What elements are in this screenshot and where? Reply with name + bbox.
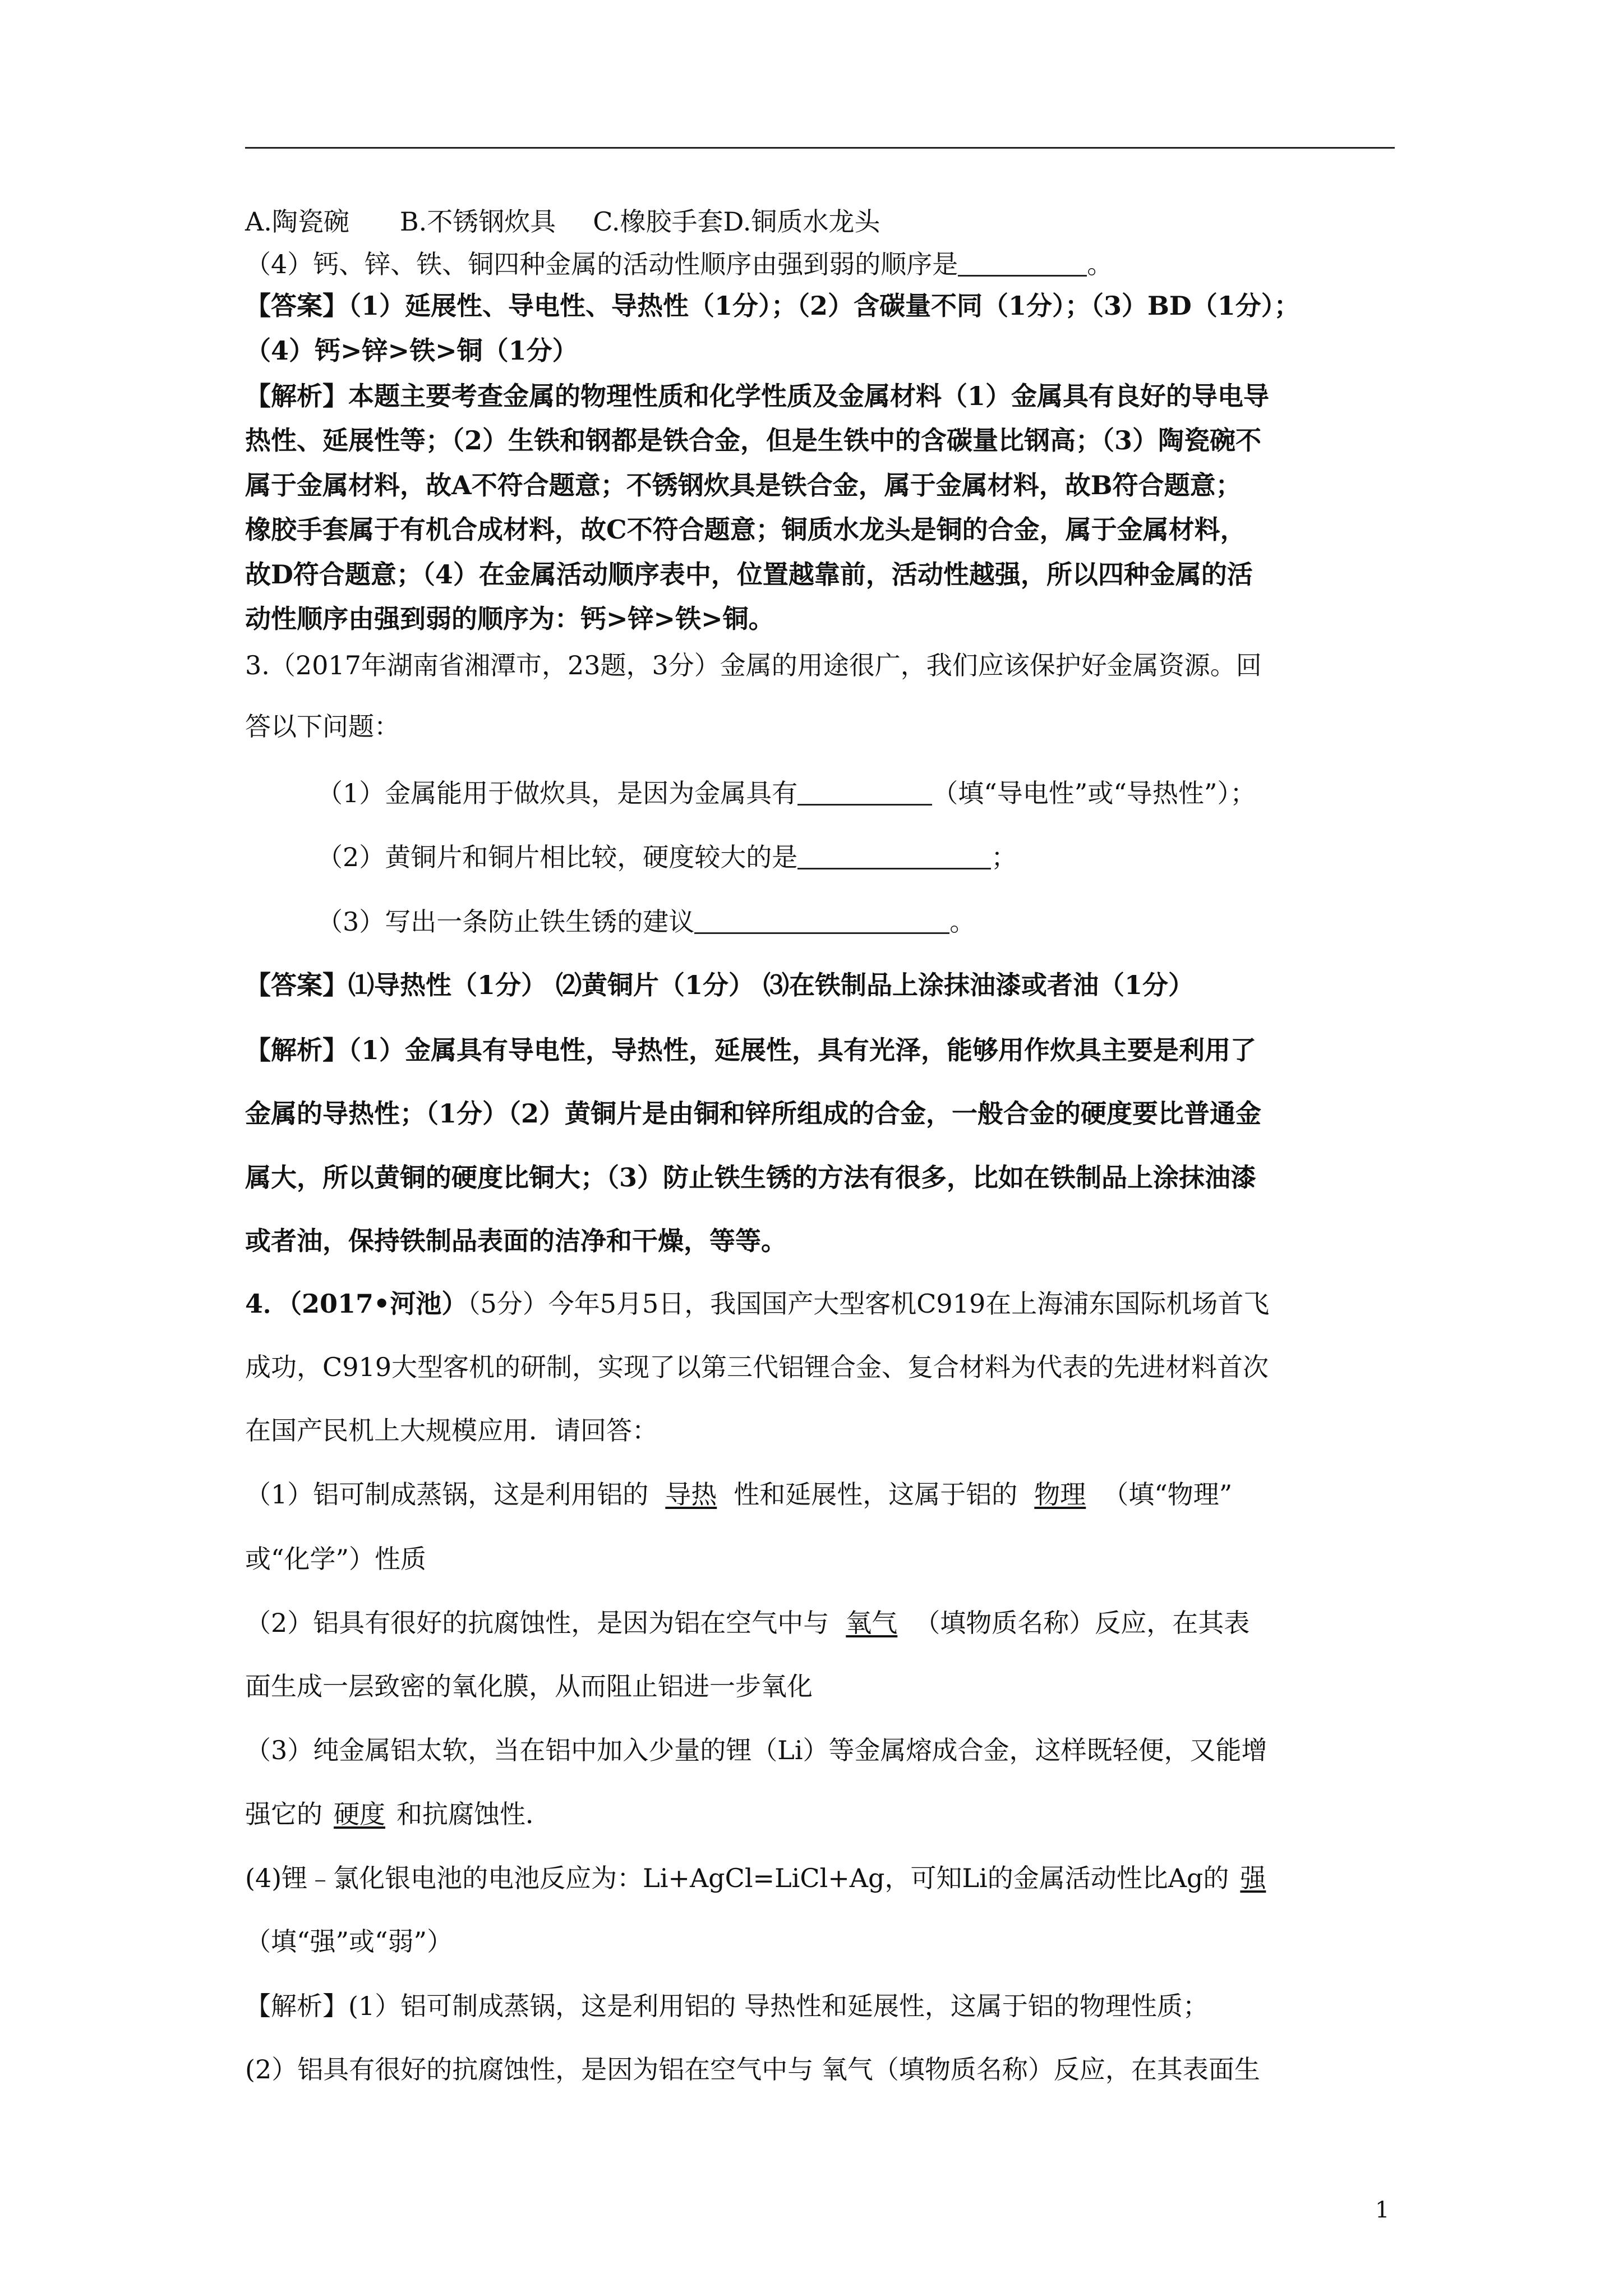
q3-part1 [317,780,1256,806]
q2-part4 [245,251,1113,277]
q3-part1-hint: （填“导电性”或“导热性”）； [932,778,1256,808]
q4-part2-hint: （填物质名称）反应，在其表 [914,1608,1250,1638]
analysis3-line: 或者油，保持铁制品表面的洁净和干燥，等等。 [245,1226,787,1256]
option-c: C.橡胶手套 [593,206,723,237]
answer3: 【答案】⑴导热性（1分） ⑵黄铜片（1分） ⑶在铁制品上涂抹油漆或者油（1分） [245,970,1195,1000]
q4-answer-oxygen: 氧气 [846,1608,898,1638]
q4-stem-line2: 成功，C919大型客机的研制，实现了以第三代铝锂合金、复合材料为代表的先进材料首次 [245,1352,1269,1382]
q4-part2-cont: 面生成一层致密的氧化膜，从而阻止铝进一步氧化 [245,1671,813,1701]
q4-part3-text: 强它的 [245,1799,322,1829]
q4-stem-line3: 在国产民机上大规模应用．请回答： [245,1415,658,1446]
q4-part3-end: 和抗腐蚀性． [396,1799,551,1829]
analysis2-line: 橡胶手套属于有机合成材料，故C不符合题意；铜质水龙头是铜的合金，属于金属材料， [245,514,1246,545]
answer-blank [797,781,932,806]
q4-answer-thermal: 导热 [665,1479,717,1510]
q4-stem-text: （5分）今年5月5日，我国国产大型客机C919在上海浦东国际机场首飞 [467,1289,1270,1319]
q4-stem-line1 [245,1291,1269,1317]
q4-part1-cont: 或“化学”）性质 [245,1544,427,1574]
options-line [245,206,880,237]
q2-part4-text: （4）钙、锌、铁、铜四种金属的活动性顺序由强到弱的顺序是 [245,249,958,279]
q4-answer-physical: 物理 [1034,1479,1086,1510]
option-d: D.铜质水龙头 [723,206,880,237]
q3-stem-line1: 3.（2017年湖南省湘潭市，23题，3分）金属的用途很广，我们应该保护好金属资源。回 [245,650,1262,680]
q3-part2-end: ； [991,842,1017,872]
answer2-line2: （4）钙>锌>铁>铜（1分） [245,335,578,366]
analysis2-line: 故D符合题意；（4）在金属活动顺序表中，位置越靠前，活动性越强，所以四种金属的活 [245,559,1253,590]
q4-part4 [245,1865,1266,1891]
analysis2-line: 热性、延展性等；（2）生铁和钢都是铁合金，但是生铁中的含碳量比钢高；（3）陶瓷碗不 [245,425,1262,455]
q3-part3 [317,909,975,935]
q3-part2 [317,844,1017,870]
q4-part2 [245,1610,1249,1636]
option-b: B.不锈钢炊具 [399,206,556,237]
q4-answer-stronger: 强 [1240,1863,1266,1893]
analysis3-line: 金属的导热性；（1分）（2）黄铜片是由铜和锌所组成的合金，一般合金的硬度要比普通金 [245,1098,1262,1129]
q4-part2-text: （2）铝具有很好的抗腐蚀性，是因为铝在空气中与 [245,1608,829,1638]
answer2-line1: 【答案】（1）延展性、导电性、导热性（1分）；（2）含碳量不同（1分）；（3）BD（1分）； [245,291,1300,321]
answer-blank [958,252,1087,277]
analysis2-line: 属于金属材料，故A不符合题意；不锈钢炊具是铁合金，属于金属材料，故B符合题意； [245,470,1242,500]
page-number: 1 [1375,2197,1390,2223]
q4-part1-hint: （填“物理” [1103,1479,1233,1510]
q4-source: 4．（2017•河池） [245,1289,468,1319]
header-rule [245,147,1395,149]
q3-stem-line2: 答以下问题： [245,711,400,742]
answer-blank [694,910,949,934]
q4-analysis-line2: (2）铝具有很好的抗腐蚀性，是因为铝在空气中与 氧气（填物质名称）反应，在其表面生 [245,2054,1260,2085]
q4-part4-cont: （填“强”或“弱”） [245,1926,453,1957]
q4-part1-text: （1）铝可制成蒸锅，这是利用铝的 [245,1479,649,1510]
q4-answer-hardness: 硬度 [334,1799,385,1829]
q4-part3-cont [245,1801,551,1827]
analysis3-line: 属大，所以黄铜的硬度比铜大；（3）防止铁生锈的方法有很多，比如在铁制品上涂抹油漆 [245,1162,1257,1193]
q3-part1-text: （1）金属能用于做炊具，是因为金属具有 [317,778,798,808]
q4-part3: （3）纯金属铝太软，当在铝中加入少量的锂（Li）等金属熔成合金，这样既轻便，又能增 [245,1735,1267,1765]
q4-part1-mid: 性和延展性，这属于铝的 [734,1479,1018,1510]
q3-part3-end: 。 [949,907,976,937]
analysis2-line: 动性顺序由强到弱的顺序为：钙>锌>铁>铜。 [245,604,774,634]
analysis2-line: 【解析】本题主要考查金属的物理性质和化学性质及金属材料（1）金属具有良好的导电导 [245,381,1270,411]
q3-part3-text: （3）写出一条防止铁生锈的建议 [317,907,695,937]
q4-analysis-line1: 【解析】(1）铝可制成蒸锅，这是利用铝的 导热性和延展性，这属于铝的物理性质； [245,1991,1209,2021]
analysis3-line: 【解析】（1）金属具有导电性，导热性，延展性，具有光泽，能够用作炊具主要是利用了 [245,1035,1257,1065]
q3-part2-text: （2）黄铜片和铜片相比较，硬度较大的是 [317,842,798,872]
option-a: A.陶瓷碗 [245,206,349,237]
q4-part4-text: (4)锂﹣氯化银电池的电池反应为：Li+AgCl=LiCl+Ag，可知Li的金属活动性比Ag的 [245,1863,1229,1893]
q4-part1 [245,1479,1233,1510]
q2-part4-end: 。 [1087,249,1113,279]
answer-blank [797,845,991,869]
